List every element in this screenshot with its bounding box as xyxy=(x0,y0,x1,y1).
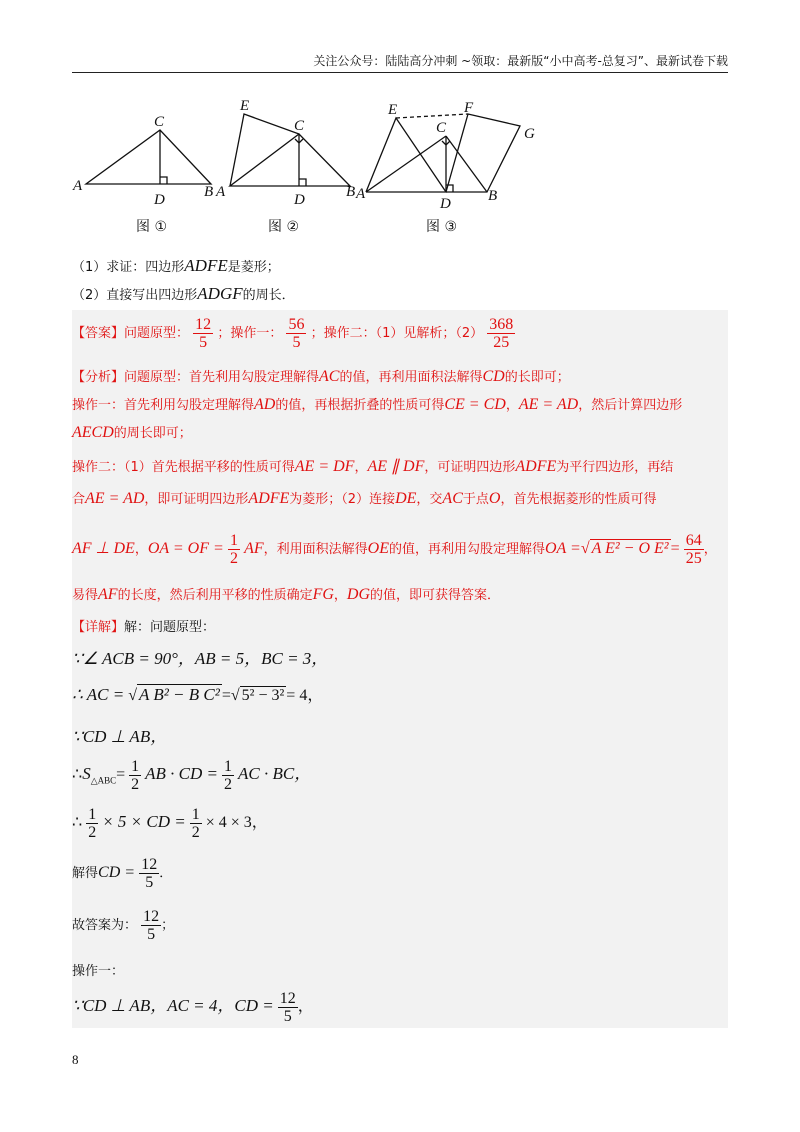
fig3-label-E: E xyxy=(388,102,398,118)
detail-step-4: $\therefore S_{\triangle ABC}=$ $\frac{1}{2}$ AB · CD = $\frac{1}{2}$ AC · BC， xyxy=(72,758,312,793)
figure-group xyxy=(70,96,560,246)
fig2-label-E: E xyxy=(240,98,250,114)
fig1-label-D: D xyxy=(154,192,165,208)
answer-line: 【答案】问题原型： $\frac{12}{5}$ ；操作一： $\frac{56}{5}$ ；操作二：（1）见解析；（2） $\frac{368}{25}$ xyxy=(72,316,514,351)
fig1-label-B: B xyxy=(204,184,214,200)
detail-step-2: ∴ AC = √ A B² − B C² =√ 5² − 3² = 4， xyxy=(72,685,324,704)
figure-3-caption: 图 ③ xyxy=(426,219,458,235)
fig1-right-angle xyxy=(160,177,167,184)
fig2-label-C: C xyxy=(294,118,305,134)
detail-step-5: ∴ $\frac{1}{2}$ × 5 × CD = $\frac{1}{2}$ × 4 × 3， xyxy=(72,806,268,841)
question-1: （1）求证：四边形ADFE是菱形； xyxy=(72,256,280,275)
fig3-rhombus-left xyxy=(366,118,446,192)
fig3-dashed xyxy=(396,114,468,118)
analysis-line-6: AF ⊥ DE，OA = OF = $\frac{1}{2}$ AF，利用面积法解得OE的值，再利用勾股定理解得OA =√ A E² − O E² = $\frac{64}{25}$ ， xyxy=(72,532,717,567)
detail-step-9: ∵CD ⊥ AB，AC = 4，CD = $\frac{12}{5}$ ， xyxy=(72,990,314,1025)
detail-step-3: ∵CD ⊥ AB， xyxy=(72,727,168,746)
fig3-label-C: C xyxy=(436,120,447,136)
fig1-label-C: C xyxy=(154,114,165,130)
figure-2-caption: 图 ② xyxy=(268,219,300,235)
fig2-label-D: D xyxy=(294,192,305,208)
analysis-line-2: 操作一：首先利用勾股定理解得AD的值，再根据折叠的性质可得CE = CD，AE = AD，然后计算四边形 xyxy=(72,396,683,413)
page-header: 关注公众号：陆陆高分冲刺 ~领取：最新版“小中高考-总复习”、最新试卷下载 xyxy=(313,54,728,68)
fig3-parallelogram xyxy=(446,114,520,192)
fig3-label-A: A xyxy=(356,186,366,202)
fig2-triangle xyxy=(230,134,350,186)
analysis-line-7: 易得AF的长度，然后利用平移的性质确定FG，DG的值，即可获得答案． xyxy=(72,586,501,603)
fig1-triangle xyxy=(86,130,211,184)
solution-box xyxy=(72,310,728,1028)
fig3-label-D: D xyxy=(440,196,451,212)
fig3-side xyxy=(446,136,487,192)
analysis-line-4: 操作二：（1）首先根据平移的性质可得AE = DF，AE ∥ DF，可证明四边形ADFE为平行四边形，再结 xyxy=(72,458,674,475)
question-2: （2）直接写出四边形ADGF的周长． xyxy=(72,284,295,303)
fig3-label-G: G xyxy=(524,126,535,142)
analysis-line-5: 合AE = AD，即可证明四边形ADFE为菱形；（2）连接DE，交AC于点O，首先根据菱形的性质可得 xyxy=(72,490,657,507)
fig2-right-angle xyxy=(299,179,306,186)
detail-step-6: 解得CD = $\frac{12}{5}$ ． xyxy=(72,856,173,891)
analysis-line-3: AECD的周长即可； xyxy=(72,424,192,441)
fig1-label-A: A xyxy=(73,178,83,194)
header-rule xyxy=(72,72,728,73)
fig2-fold xyxy=(230,114,299,186)
fig2-label-B: B xyxy=(346,184,356,200)
page-number: 8 xyxy=(72,1052,79,1067)
detail-step-8: 操作一： xyxy=(72,964,125,979)
detail-step-7: 故答案为： $\frac{12}{5}$ ； xyxy=(72,908,175,943)
detail-step-1: ∵∠ ACB = 90°，AB = 5，BC = 3， xyxy=(72,649,329,668)
fig3-label-F: F xyxy=(464,100,474,116)
analysis-line-1: 【分析】问题原型：首先利用勾股定理解得AC的值，再利用面积法解得CD的长即可； xyxy=(72,368,570,385)
figure-1-caption: 图 ① xyxy=(136,219,168,235)
detail-intro: 【详解】解：问题原型： xyxy=(72,620,216,635)
fig3-label-B: B xyxy=(488,188,498,204)
fig2-label-A: A xyxy=(216,184,226,200)
